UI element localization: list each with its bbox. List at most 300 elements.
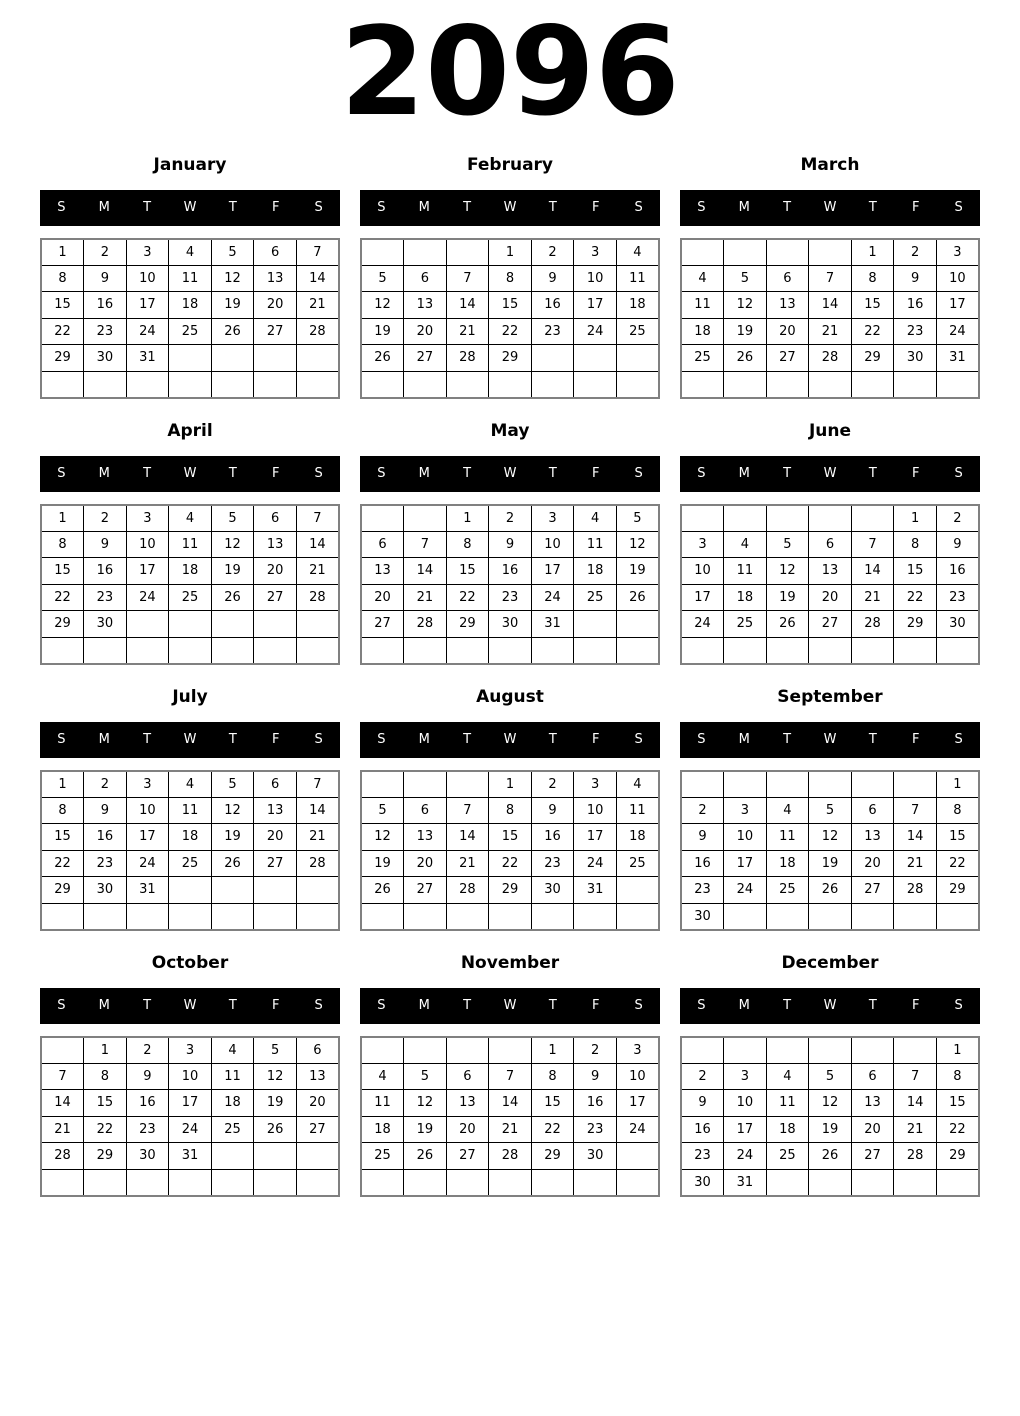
day-cell: 12 (211, 265, 254, 292)
day-cell-empty (894, 1169, 937, 1196)
day-cell: 12 (404, 1090, 447, 1117)
day-cell: 1 (936, 771, 979, 798)
day-cell-empty (211, 371, 254, 398)
weekday-header-bar (40, 988, 340, 1024)
day-cell-empty (211, 1169, 254, 1196)
day-cell-empty (574, 345, 617, 372)
day-cell: 19 (361, 318, 404, 345)
day-cell: 12 (766, 558, 809, 585)
day-cell: 29 (41, 345, 84, 372)
day-cell: 23 (681, 877, 724, 904)
day-cell: 28 (296, 584, 339, 611)
day-cell: 2 (531, 771, 574, 798)
month-august (360, 687, 660, 931)
day-cell: 11 (361, 1090, 404, 1117)
day-cell-empty (809, 1037, 852, 1064)
week-row (41, 1063, 339, 1090)
day-cell: 20 (254, 292, 297, 319)
day-cell-empty (616, 877, 659, 904)
day-cell: 26 (809, 877, 852, 904)
day-cell: 9 (574, 1063, 617, 1090)
day-cell: 21 (851, 584, 894, 611)
day-cell: 25 (616, 318, 659, 345)
day-cell: 16 (574, 1090, 617, 1117)
day-cell-empty (169, 877, 212, 904)
day-cell-empty (724, 239, 767, 266)
day-cell-empty (169, 371, 212, 398)
day-cell: 31 (724, 1169, 767, 1196)
day-cell: 23 (894, 318, 937, 345)
day-cell: 18 (574, 558, 617, 585)
day-cell: 1 (851, 239, 894, 266)
day-cell-empty (211, 345, 254, 372)
day-cell-empty (296, 345, 339, 372)
day-cell: 21 (809, 318, 852, 345)
weekday-label: S (377, 466, 386, 482)
day-cell: 8 (84, 1063, 127, 1090)
day-cell-empty (616, 611, 659, 638)
day-cell: 24 (681, 611, 724, 638)
day-cell: 23 (84, 850, 127, 877)
day-cell: 3 (574, 239, 617, 266)
week-row (681, 1169, 979, 1196)
week-row (361, 1090, 659, 1117)
day-cell: 10 (531, 531, 574, 558)
day-cell: 7 (446, 797, 489, 824)
weekday-label: F (911, 466, 920, 482)
day-cell-empty (404, 239, 447, 266)
week-row (41, 611, 339, 638)
day-cell: 7 (894, 797, 937, 824)
day-cell-empty (404, 505, 447, 532)
day-cell-empty (489, 903, 532, 930)
weekday-label: M (98, 466, 110, 482)
week-row (681, 584, 979, 611)
days-table (680, 770, 980, 931)
day-cell: 15 (894, 558, 937, 585)
day-cell-empty (211, 611, 254, 638)
day-cell-empty (41, 1037, 84, 1064)
day-cell: 2 (681, 797, 724, 824)
day-cell: 15 (936, 1090, 979, 1117)
week-row (681, 903, 979, 930)
day-cell: 9 (531, 797, 574, 824)
day-cell: 30 (126, 1143, 169, 1170)
day-cell: 22 (489, 318, 532, 345)
day-cell: 5 (404, 1063, 447, 1090)
day-cell: 16 (681, 850, 724, 877)
day-cell: 7 (296, 505, 339, 532)
day-cell: 10 (574, 265, 617, 292)
week-row (361, 850, 659, 877)
day-cell: 17 (574, 292, 617, 319)
day-cell-empty (851, 505, 894, 532)
day-cell: 28 (851, 611, 894, 638)
day-cell: 2 (574, 1037, 617, 1064)
day-cell: 4 (169, 771, 212, 798)
week-row (41, 239, 339, 266)
day-cell: 16 (84, 824, 127, 851)
day-cell-empty (616, 903, 659, 930)
week-row (41, 1090, 339, 1117)
week-row (41, 584, 339, 611)
week-row (681, 1063, 979, 1090)
day-cell: 10 (126, 797, 169, 824)
day-cell: 15 (41, 824, 84, 851)
day-cell: 17 (126, 824, 169, 851)
day-cell-empty (254, 637, 297, 664)
day-cell-empty (851, 771, 894, 798)
day-cell-empty (404, 637, 447, 664)
day-cell: 28 (404, 611, 447, 638)
day-cell: 10 (126, 531, 169, 558)
day-cell: 10 (169, 1063, 212, 1090)
day-cell-empty (724, 903, 767, 930)
day-cell: 9 (84, 797, 127, 824)
weekday-label: T (548, 732, 557, 748)
month-title: July (172, 686, 208, 707)
day-cell: 8 (531, 1063, 574, 1090)
day-cell: 6 (254, 771, 297, 798)
day-cell-empty (724, 637, 767, 664)
day-cell: 2 (936, 505, 979, 532)
week-row (361, 371, 659, 398)
day-cell-empty (809, 505, 852, 532)
week-row (41, 265, 339, 292)
days-table (360, 770, 660, 931)
day-cell: 7 (851, 531, 894, 558)
day-cell: 26 (766, 611, 809, 638)
day-cell-empty (446, 903, 489, 930)
day-cell: 9 (531, 265, 574, 292)
day-cell-empty (809, 637, 852, 664)
week-row (41, 531, 339, 558)
day-cell: 13 (851, 824, 894, 851)
day-cell: 19 (404, 1116, 447, 1143)
day-cell: 8 (936, 797, 979, 824)
weekday-label: F (911, 998, 920, 1014)
week-row (361, 505, 659, 532)
weekday-label: M (98, 732, 110, 748)
day-cell: 5 (361, 265, 404, 292)
day-cell: 23 (531, 318, 574, 345)
weekday-label: M (98, 200, 110, 216)
month-march (680, 155, 980, 399)
day-cell: 14 (446, 292, 489, 319)
day-cell: 29 (936, 877, 979, 904)
day-cell: 7 (894, 1063, 937, 1090)
day-cell: 24 (574, 850, 617, 877)
day-cell-empty (84, 371, 127, 398)
day-cell: 10 (126, 265, 169, 292)
day-cell: 1 (446, 505, 489, 532)
month-july (40, 687, 340, 931)
day-cell: 7 (41, 1063, 84, 1090)
week-row (681, 239, 979, 266)
day-cell: 1 (894, 505, 937, 532)
day-cell: 9 (681, 1090, 724, 1117)
day-cell: 3 (936, 239, 979, 266)
weekday-label: T (228, 200, 237, 216)
weekday-label: W (503, 466, 517, 482)
day-cell-empty (296, 1143, 339, 1170)
weekday-label: M (418, 466, 430, 482)
day-cell-empty (404, 1037, 447, 1064)
day-cell: 8 (41, 797, 84, 824)
weekday-label: M (738, 998, 750, 1014)
day-cell: 30 (574, 1143, 617, 1170)
day-cell: 25 (681, 345, 724, 372)
month-title: January (153, 154, 227, 175)
day-cell: 12 (616, 531, 659, 558)
day-cell: 1 (84, 1037, 127, 1064)
day-cell: 5 (766, 531, 809, 558)
weekday-label: T (463, 732, 472, 748)
day-cell: 30 (894, 345, 937, 372)
day-cell: 4 (616, 239, 659, 266)
days-table (360, 238, 660, 399)
week-row (681, 771, 979, 798)
day-cell-empty (489, 1037, 532, 1064)
weekday-label: S (697, 200, 706, 216)
day-cell: 31 (169, 1143, 212, 1170)
day-cell: 18 (681, 318, 724, 345)
weekday-label: S (634, 466, 643, 482)
day-cell: 21 (296, 824, 339, 851)
day-cell-empty (126, 637, 169, 664)
day-cell: 14 (296, 265, 339, 292)
day-cell: 25 (766, 1143, 809, 1170)
day-cell: 2 (84, 239, 127, 266)
day-cell-empty (361, 637, 404, 664)
month-title: April (167, 420, 213, 441)
day-cell: 12 (809, 1090, 852, 1117)
day-cell: 15 (41, 558, 84, 585)
week-row (681, 1037, 979, 1064)
weekday-label: M (418, 200, 430, 216)
day-cell: 29 (41, 611, 84, 638)
week-row (361, 1116, 659, 1143)
calendar-page (0, 1, 1020, 1197)
day-cell: 5 (616, 505, 659, 532)
day-cell-empty (84, 637, 127, 664)
day-cell: 11 (169, 265, 212, 292)
day-cell: 14 (894, 1090, 937, 1117)
day-cell: 17 (126, 292, 169, 319)
day-cell: 20 (404, 850, 447, 877)
week-row (361, 771, 659, 798)
day-cell: 29 (41, 877, 84, 904)
day-cell: 19 (361, 850, 404, 877)
weekday-label: T (868, 998, 877, 1014)
day-cell: 21 (41, 1116, 84, 1143)
day-cell: 12 (361, 292, 404, 319)
month-title: October (151, 952, 229, 973)
weekday-label: T (783, 200, 792, 216)
weekday-label: S (697, 998, 706, 1014)
day-cell-empty (766, 239, 809, 266)
day-cell: 6 (851, 1063, 894, 1090)
day-cell-empty (84, 1169, 127, 1196)
day-cell: 22 (41, 318, 84, 345)
day-cell-empty (936, 1169, 979, 1196)
week-row (361, 611, 659, 638)
day-cell: 26 (361, 877, 404, 904)
day-cell: 27 (361, 611, 404, 638)
weekday-label: T (228, 732, 237, 748)
day-cell-empty (446, 1169, 489, 1196)
day-cell: 23 (531, 850, 574, 877)
day-cell: 6 (809, 531, 852, 558)
week-row (361, 903, 659, 930)
weekday-label: M (738, 466, 750, 482)
day-cell: 25 (169, 850, 212, 877)
day-cell: 11 (766, 824, 809, 851)
days-table (40, 504, 340, 665)
day-cell-empty (254, 1143, 297, 1170)
day-cell: 22 (531, 1116, 574, 1143)
day-cell: 6 (296, 1037, 339, 1064)
day-cell: 11 (681, 292, 724, 319)
day-cell: 4 (616, 771, 659, 798)
day-cell: 30 (936, 611, 979, 638)
day-cell: 18 (766, 850, 809, 877)
day-cell: 7 (296, 771, 339, 798)
day-cell: 9 (489, 531, 532, 558)
day-cell: 5 (809, 797, 852, 824)
weekday-label: S (314, 732, 323, 748)
day-cell: 2 (84, 505, 127, 532)
weekday-header-bar (360, 722, 660, 758)
week-row (361, 1169, 659, 1196)
day-cell: 25 (616, 850, 659, 877)
day-cell-empty (296, 371, 339, 398)
week-row (361, 558, 659, 585)
week-row (41, 292, 339, 319)
day-cell-empty (41, 1169, 84, 1196)
day-cell-empty (254, 611, 297, 638)
day-cell: 16 (894, 292, 937, 319)
week-row (681, 505, 979, 532)
day-cell-empty (169, 611, 212, 638)
day-cell: 17 (126, 558, 169, 585)
day-cell-empty (126, 903, 169, 930)
day-cell-empty (766, 371, 809, 398)
day-cell: 5 (211, 505, 254, 532)
day-cell: 12 (361, 824, 404, 851)
day-cell: 26 (211, 584, 254, 611)
weekday-label: S (954, 732, 963, 748)
day-cell-empty (211, 903, 254, 930)
month-title: February (466, 154, 554, 175)
week-row (361, 531, 659, 558)
week-row (41, 1169, 339, 1196)
day-cell: 19 (809, 850, 852, 877)
day-cell: 16 (936, 558, 979, 585)
day-cell: 21 (446, 850, 489, 877)
day-cell-empty (84, 903, 127, 930)
day-cell: 13 (254, 265, 297, 292)
day-cell: 27 (446, 1143, 489, 1170)
day-cell: 20 (766, 318, 809, 345)
days-table (40, 1036, 340, 1197)
day-cell: 23 (126, 1116, 169, 1143)
day-cell: 27 (766, 345, 809, 372)
days-table (680, 238, 980, 399)
weekday-header-bar (360, 456, 660, 492)
day-cell: 24 (531, 584, 574, 611)
day-cell: 29 (851, 345, 894, 372)
day-cell: 19 (211, 824, 254, 851)
day-cell-empty (574, 371, 617, 398)
day-cell: 30 (84, 611, 127, 638)
day-cell-empty (41, 637, 84, 664)
day-cell: 6 (446, 1063, 489, 1090)
day-cell-empty (766, 771, 809, 798)
day-cell: 26 (254, 1116, 297, 1143)
day-cell: 29 (936, 1143, 979, 1170)
day-cell: 13 (809, 558, 852, 585)
day-cell: 15 (936, 824, 979, 851)
day-cell: 3 (169, 1037, 212, 1064)
day-cell: 28 (809, 345, 852, 372)
day-cell: 16 (126, 1090, 169, 1117)
day-cell: 11 (169, 797, 212, 824)
weekday-label: W (183, 200, 197, 216)
day-cell: 18 (169, 824, 212, 851)
day-cell-empty (126, 611, 169, 638)
weekday-label: T (783, 732, 792, 748)
day-cell: 8 (446, 531, 489, 558)
day-cell: 17 (724, 1116, 767, 1143)
day-cell: 25 (211, 1116, 254, 1143)
day-cell: 31 (936, 345, 979, 372)
day-cell: 9 (936, 531, 979, 558)
day-cell: 18 (211, 1090, 254, 1117)
day-cell: 11 (211, 1063, 254, 1090)
day-cell: 13 (254, 531, 297, 558)
weekday-label: W (823, 466, 837, 482)
weekday-label: S (954, 200, 963, 216)
day-cell: 6 (851, 797, 894, 824)
weekday-label: T (143, 466, 152, 482)
day-cell: 27 (404, 345, 447, 372)
day-cell: 17 (169, 1090, 212, 1117)
day-cell-empty (724, 1037, 767, 1064)
days-table (40, 238, 340, 399)
weekday-label: T (783, 998, 792, 1014)
month-october (40, 953, 340, 1197)
weekday-label: F (911, 200, 920, 216)
weekday-label: S (697, 466, 706, 482)
weekday-label: T (463, 200, 472, 216)
day-cell-empty (404, 1169, 447, 1196)
day-cell-empty (809, 371, 852, 398)
day-cell-empty (446, 637, 489, 664)
day-cell-empty (446, 771, 489, 798)
day-cell: 21 (296, 292, 339, 319)
day-cell: 1 (41, 239, 84, 266)
day-cell-empty (446, 1037, 489, 1064)
day-cell: 27 (851, 1143, 894, 1170)
day-cell-empty (446, 239, 489, 266)
day-cell: 15 (446, 558, 489, 585)
day-cell-empty (489, 371, 532, 398)
day-cell: 22 (41, 850, 84, 877)
day-cell: 24 (169, 1116, 212, 1143)
day-cell: 4 (766, 797, 809, 824)
day-cell: 22 (851, 318, 894, 345)
